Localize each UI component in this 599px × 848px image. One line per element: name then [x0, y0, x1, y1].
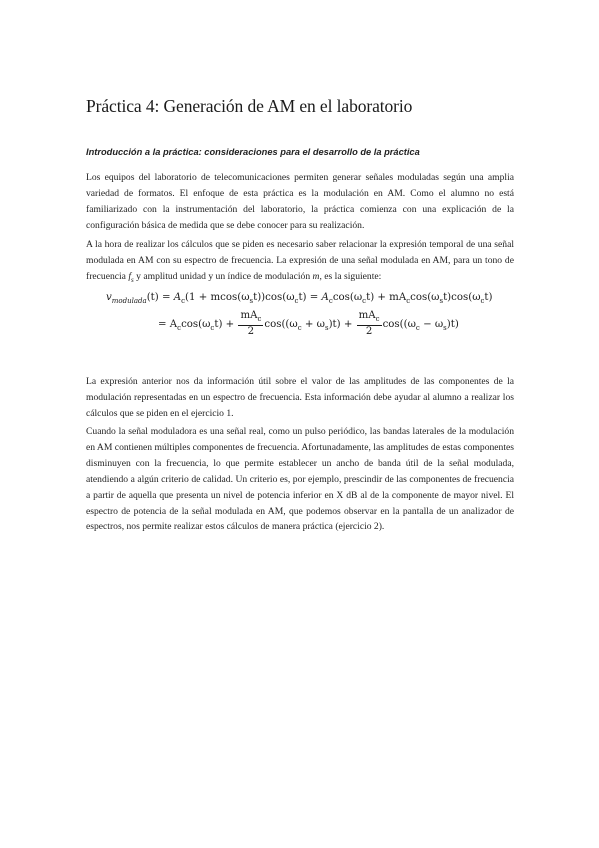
- calc-text-before: A la hora de realizar los cálculos que se piden es necesario saber relacionar la expresión temporal de una señal modulada en AM con su espectro de frecuencia. La expresión de una señal modulada en AM, para un tono de frecuencia: [86, 239, 514, 282]
- fs-symbol: $f_s$: [128, 270, 134, 284]
- calc-text-middle: y amplitud unidad y un índice de modulación: [133, 270, 313, 282]
- paragraph-amplitudes: La expresión anterior nos da información útil sobre el valor de las amplitudes de las componentes de la modulación representadas en un espectro de frecuencia. Esta información debe ayudar al alumno a realizar los cálculos que se piden en el ejercicio 1.: [86, 376, 514, 419]
- m-symbol: m: [312, 270, 320, 282]
- am-formula: [100, 290, 520, 360]
- calc-text-after: , es la siguiente:: [319, 270, 382, 282]
- section-subtitle: Introducción a la práctica: consideraciones para el desarrollo de la práctica: [86, 147, 420, 157]
- fraction-1: $\frac{mA_c}{2}$: [240, 310, 262, 338]
- formula-line-2: = $A_c\cos(\omega_ct)$ + $\frac{mA_c}{2}$ $\cos((\omega_c + \omega_s)t)$ + $\frac{mA_c}{2}$ $\cos((\omega_c - \omega_s)t)$: [158, 310, 459, 338]
- page-title: Práctica 4: Generación de AM en el laboratorio: [86, 96, 413, 116]
- formula-line-1: $v_{modulada}(t) = A_c(1 + mcos(\omega_st))\cos(\omega_ct) = A_c\cos(\omega_ct) + mA_c\cos(\omega_st)\cos(\omega_ct)$: [106, 292, 493, 306]
- fraction-2: $\frac{mA_c}{2}$: [358, 310, 380, 338]
- paragraph-intro: Los equipos del laboratorio de telecomunicaciones permiten generar señales moduladas según una amplia variedad de formatos. El enfoque de esta práctica es la modulación en AM. Como el alumno no está familiarizado con la instrumentación del laboratorio, la práctica comienza con una explicación de la configuración básica de medida que se debe conocer para su realización.: [86, 172, 514, 231]
- paragraph-bandwidth: Cuando la señal moduladora es una señal real, como un pulso periódico, las bandas laterales de la modulación en AM contienen múltiples componentes de frecuencia. Afortunadamente, las amplitudes de estas componentes disminuyen con la frecuencia, lo que permite establecer un ancho de banda útil de la señal modulada, atendiendo a algún criterio de calidad. Un criterio es, por ejemplo, prescindir de las componentes de frecuencia a partir de aquella que presenta un nivel de potencia inferior en X dB al de la componente de mayor nivel. El espectro de potencia de la señal modulada en AM, que podemos observar en la pantalla de un analizador de espectros, nos permite realizar estos cálculos de manera práctica (ejercicio 2).: [86, 426, 514, 533]
- paragraph-calculation: [86, 237, 514, 289]
